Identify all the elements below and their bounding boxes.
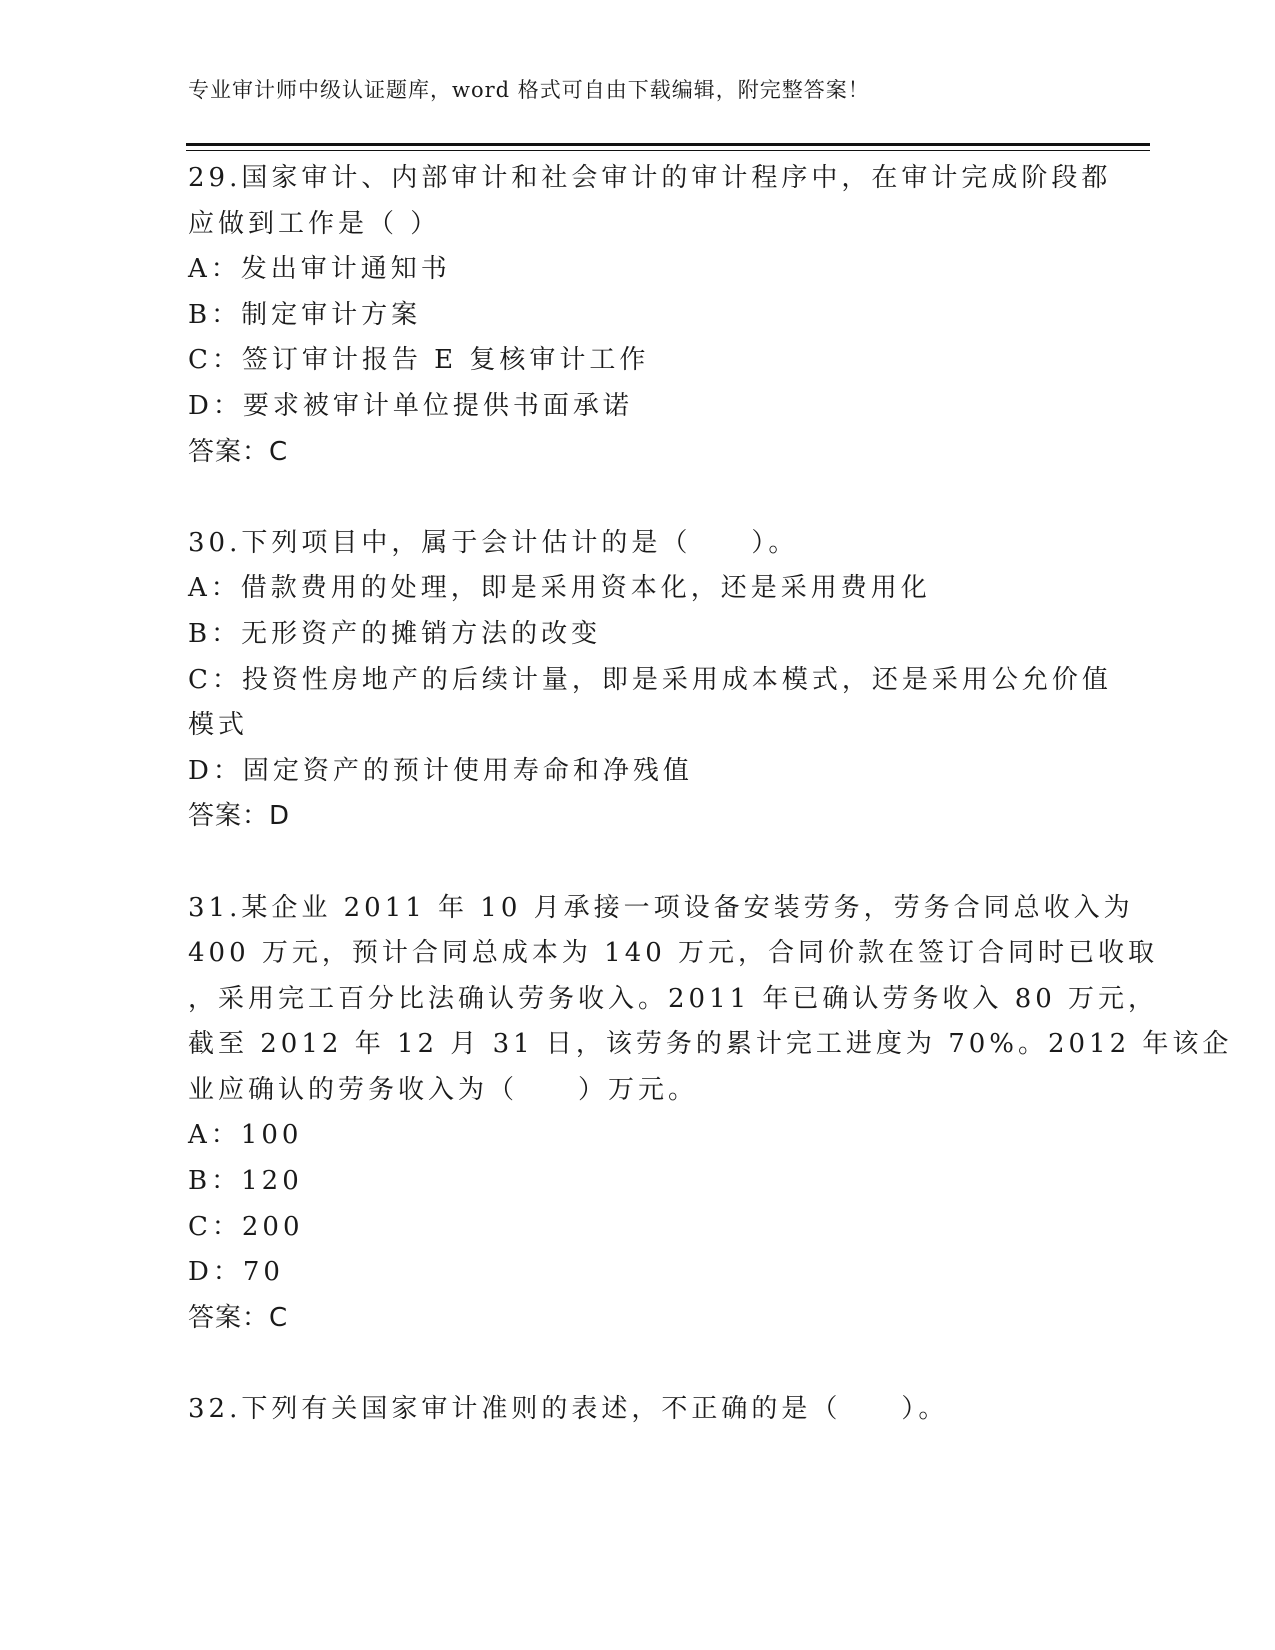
- option-d: D：要求被审计单位提供书面承诺: [188, 390, 633, 421]
- header-divider-thick: [186, 143, 1150, 146]
- question-stem: 400 万元，预计合同总成本为 140 万元，合同价款在签订合同时已收取: [188, 938, 1159, 969]
- option-a: A：发出审计通知书: [188, 254, 451, 285]
- question-30: [188, 521, 1112, 840]
- option-c: C：投资性房地产的后续计量，即是采用成本模式，还是采用公允价值: [188, 664, 1112, 695]
- answer: 答案：D: [188, 801, 291, 832]
- question-stem: 业应确认的劳务收入为（ ）万元。: [188, 1074, 699, 1105]
- header-divider-thin: [186, 150, 1150, 151]
- spacer: [188, 840, 1088, 886]
- option-d: D：固定资产的预计使用寿命和净残值: [188, 755, 693, 786]
- option-a: A：100: [188, 1120, 303, 1151]
- question-stem: 29.国家审计、内部审计和社会审计的审计程序中，在审计完成阶段都: [188, 163, 1112, 193]
- page-header: 专业审计师中级认证题库，word 格式可自由下载编辑，附完整答案！: [188, 78, 870, 102]
- spacer: [188, 475, 1088, 521]
- question-stem: 32.下列有关国家审计准则的表述，不正确的是（ ）。: [188, 1394, 949, 1425]
- question-stem: 31.某企业 2011 年 10 月承接一项设备安装劳务，劳务合同总收入为: [188, 892, 1134, 923]
- question-31: [188, 886, 1233, 1342]
- option-a: A：借款费用的处理，即是采用资本化，还是采用费用化: [188, 573, 931, 604]
- option-c-continued: 模式: [188, 710, 249, 741]
- question-list: [188, 156, 1233, 1433]
- option-d: D：70: [188, 1257, 284, 1288]
- question-stem: 30.下列项目中，属于会计估计的是（ ）。: [188, 527, 799, 558]
- option-b: B：制定审计方案: [188, 299, 422, 330]
- question-stem: 截至 2012 年 12 月 31 日，该劳务的累计完工进度为 70%。2012 年该企: [188, 1029, 1233, 1060]
- option-c: C：200: [188, 1211, 304, 1242]
- question-29: [188, 156, 1112, 475]
- question-stem: ，采用完工百分比法确认劳务收入。2011 年已确认劳务收入 80 万元，: [188, 983, 1159, 1014]
- option-c: C：签订审计报告 E 复核审计工作: [188, 345, 650, 376]
- question-stem: 应做到工作是（ ）: [188, 208, 441, 239]
- answer: 答案：C: [188, 436, 289, 467]
- spacer: [188, 1341, 1088, 1387]
- option-b: B：120: [188, 1166, 303, 1197]
- question-32: [188, 1387, 1088, 1433]
- answer: 答案：C: [188, 1302, 289, 1333]
- option-b: B：无形资产的摊销方法的改变: [188, 618, 602, 649]
